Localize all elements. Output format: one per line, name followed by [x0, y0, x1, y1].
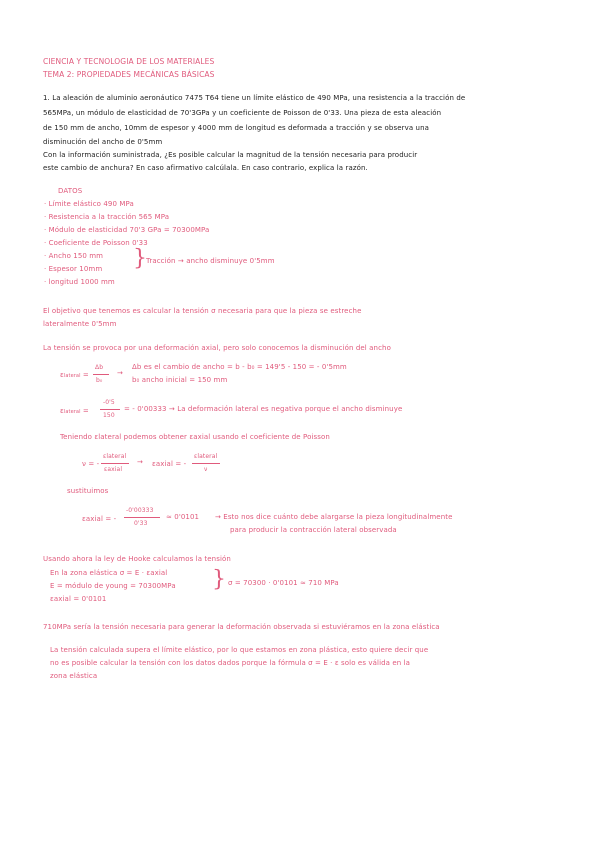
data-item: · Módulo de elasticidad 70'3 GPa = 70300MPa	[44, 226, 210, 234]
problem-line: 1. La aleación de aluminio aeronáutico 7475 T64 tiene un límite elástico de 490 MPa, una resistencia a la tracción de	[43, 94, 466, 102]
document-subtitle: TEMA 2: PROPIEDADES MECÁNICAS BÁSICAS	[43, 70, 215, 79]
fraction-numerator: εlateral	[103, 453, 127, 460]
fraction-denominator: 0'33	[134, 520, 148, 527]
epsilon-lateral: εlateral =	[60, 407, 89, 415]
equation-note: b₀ ancho inicial = 150 mm	[132, 376, 228, 384]
fraction-numerator: εlateral	[194, 453, 218, 460]
lateral-intro: La tensión se provoca por una deformación axial, pero solo conocemos la disminución del ancho	[43, 344, 391, 352]
hooke-result: σ = 70300 · 0'0101 ≈ 710 MPa	[228, 579, 339, 587]
objective-line: lateralmente 0'5mm	[43, 320, 117, 328]
epsilon-axial: εaxial = -	[82, 515, 117, 523]
arrow-icon: →	[137, 458, 143, 466]
poisson-intro: Teniendo εlateral podemos obtener εaxial usando el coeficiente de Poisson	[60, 433, 330, 441]
hooke-line: E = módulo de young = 70300MPa	[50, 582, 176, 590]
fraction-numerator: Δb	[95, 364, 104, 371]
problem-line: disminución del ancho de 0'5mm	[43, 138, 163, 146]
fraction-bar	[192, 463, 220, 464]
document-title: CIENCIA Y TECNOLOGIA DE LOS MATERIALES	[43, 57, 215, 66]
problem-line: 565MPa, un módulo de elasticidad de 70'3GPa y un coeficiente de Poisson de 0'33. Una pieza de esta aleación	[43, 109, 442, 117]
equation-note: → Esto nos dice cuánto debe alargarse la pieza longitudinalmente	[215, 513, 453, 521]
problem-line: de 150 mm de ancho, 10mm de espesor y 4000 mm de longitud es deformada a tracción y se observa una	[43, 124, 430, 132]
epsilon-axial: εaxial = -	[152, 460, 187, 468]
brace-icon: }	[133, 246, 148, 271]
brace-note: Tracción → ancho disminuye 0'5mm	[146, 257, 275, 265]
equation-result: ≈ 0'0101	[166, 513, 200, 521]
data-item: · Coeficiente de Poisson 0'33	[44, 239, 148, 247]
equation-note: Δb es el cambio de ancho = b - b₀ = 149'5 - 150 = - 0'5mm	[132, 363, 347, 371]
objective-line: El objetivo que tenemos es calcular la tensión σ necesaria para que la pieza se estreche	[43, 307, 362, 315]
fraction-bar	[124, 517, 160, 518]
fraction-denominator: 150	[103, 412, 115, 419]
conclusion-line: 710MPa sería la tensión necesaria para generar la deformación observada si estuviéramos en la zona elástica	[43, 623, 440, 631]
fraction-bar	[100, 409, 120, 410]
brace-icon: }	[212, 567, 227, 592]
hooke-intro: Usando ahora la ley de Hooke calculamos la tensión	[43, 555, 231, 563]
conclusion-line: no es posible calcular la tensión con los datos dados porque la fórmula σ = E · ε solo es válida en la	[50, 659, 411, 667]
epsilon-lateral: εlateral =	[60, 371, 89, 379]
fraction-denominator: εaxial	[104, 466, 123, 473]
fraction-denominator: b₀	[96, 377, 103, 384]
conclusion-line: La tensión calculada supera el límite elástico, por lo que estamos en zona plástica, esto quiere decir que	[50, 646, 429, 654]
data-item: · Espesor 10mm	[44, 265, 103, 273]
fraction-denominator: ν	[204, 466, 208, 473]
fraction-numerator: -0'00333	[126, 507, 154, 514]
problem-line: este cambio de anchura? En caso afirmativo calcúlala. En caso contrario, explica la razón.	[43, 164, 368, 172]
data-item: · longitud 1000 mm	[44, 278, 115, 286]
data-item: · Ancho 150 mm	[44, 252, 104, 260]
data-item: · Límite elástico 490 MPa	[44, 200, 134, 208]
nu-label: ν = -	[82, 460, 100, 468]
fraction-bar	[101, 463, 129, 464]
problem-line: Con la información suministrada, ¿Es posible calcular la magnitud de la tensión necesaria para producir	[43, 151, 418, 159]
equation-note: para producir la contracción lateral observada	[230, 526, 397, 534]
arrow-icon: →	[117, 369, 123, 377]
hooke-line: εaxial = 0'0101	[50, 595, 107, 603]
hooke-line: En la zona elástica σ = E · εaxial	[50, 569, 168, 577]
conclusion-line: zona elástica	[50, 672, 98, 680]
data-heading: DATOS	[58, 187, 83, 195]
fraction-bar	[93, 374, 109, 375]
equation-result: = - 0'00333 → La deformación lateral es negativa porque el ancho disminuye	[124, 405, 403, 413]
substitution-label: sustituimos	[67, 487, 109, 495]
data-item: · Resistencia a la tracción 565 MPa	[44, 213, 170, 221]
fraction-numerator: -0'5	[103, 399, 115, 406]
